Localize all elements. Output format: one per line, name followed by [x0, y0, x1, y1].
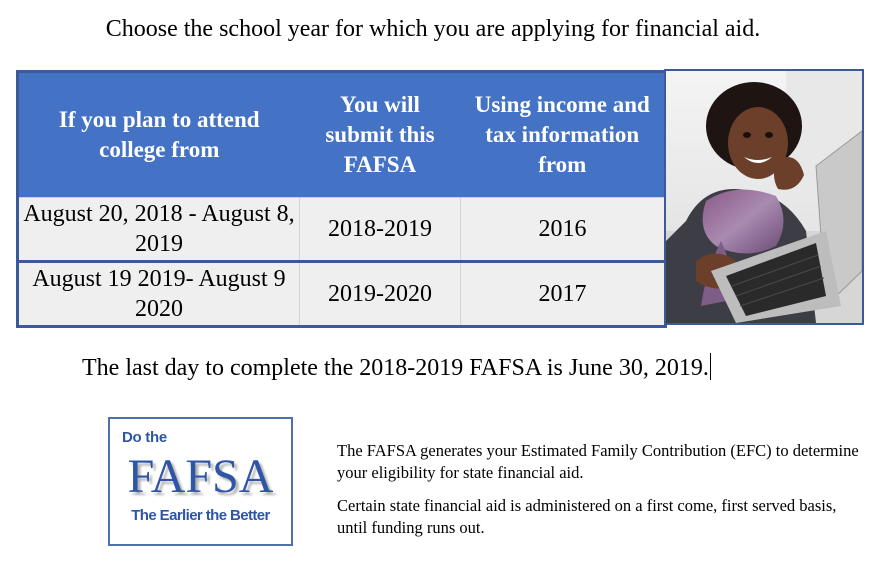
logo-top-line: Do the [122, 429, 167, 446]
student-laptop-photo [664, 69, 864, 325]
attend-dates-cell: August 19 2019- August 9 2020 [18, 262, 300, 327]
logo-tagline: The Earlier the Better [131, 507, 270, 524]
fafsa-year-cell: 2018-2019 [300, 198, 461, 262]
table-header-row [18, 72, 666, 198]
do-the-fafsa-logo [108, 417, 293, 546]
first-come-paragraph: Certain state financial aid is administered on a first come, first served basis, until funding runs out. [337, 496, 837, 537]
deadline-text [82, 353, 711, 382]
text-cursor [710, 353, 711, 380]
table-row [18, 262, 666, 327]
header-attend-dates: If you plan to attend college from [18, 72, 300, 198]
efc-paragraph: The FAFSA generates your Estimated Family Contribution (EFC) to determine your eligibility for state financial aid. [337, 441, 859, 482]
page-heading: Choose the school year for which you are applying for financial aid. [105, 16, 761, 42]
tax-year-cell: 2016 [461, 198, 666, 262]
header-tax-year: Using income and tax information from [461, 72, 666, 198]
logo-main-text: FAFSA [127, 450, 274, 503]
school-year-table [16, 70, 667, 328]
deadline-sentence: The last day to complete the 2018-2019 FAFSA is June 30, 2019. [82, 355, 709, 381]
fafsa-year-cell: 2019-2020 [300, 262, 461, 327]
attend-dates-cell: August 20, 2018 - August 8, 2019 [18, 198, 300, 262]
tax-year-cell: 2017 [461, 262, 666, 327]
student-laptop-illustration [666, 71, 862, 323]
table-row [18, 198, 666, 262]
info-text [337, 440, 867, 550]
header-fafsa-year: You will submit this FAFSA [300, 72, 461, 198]
